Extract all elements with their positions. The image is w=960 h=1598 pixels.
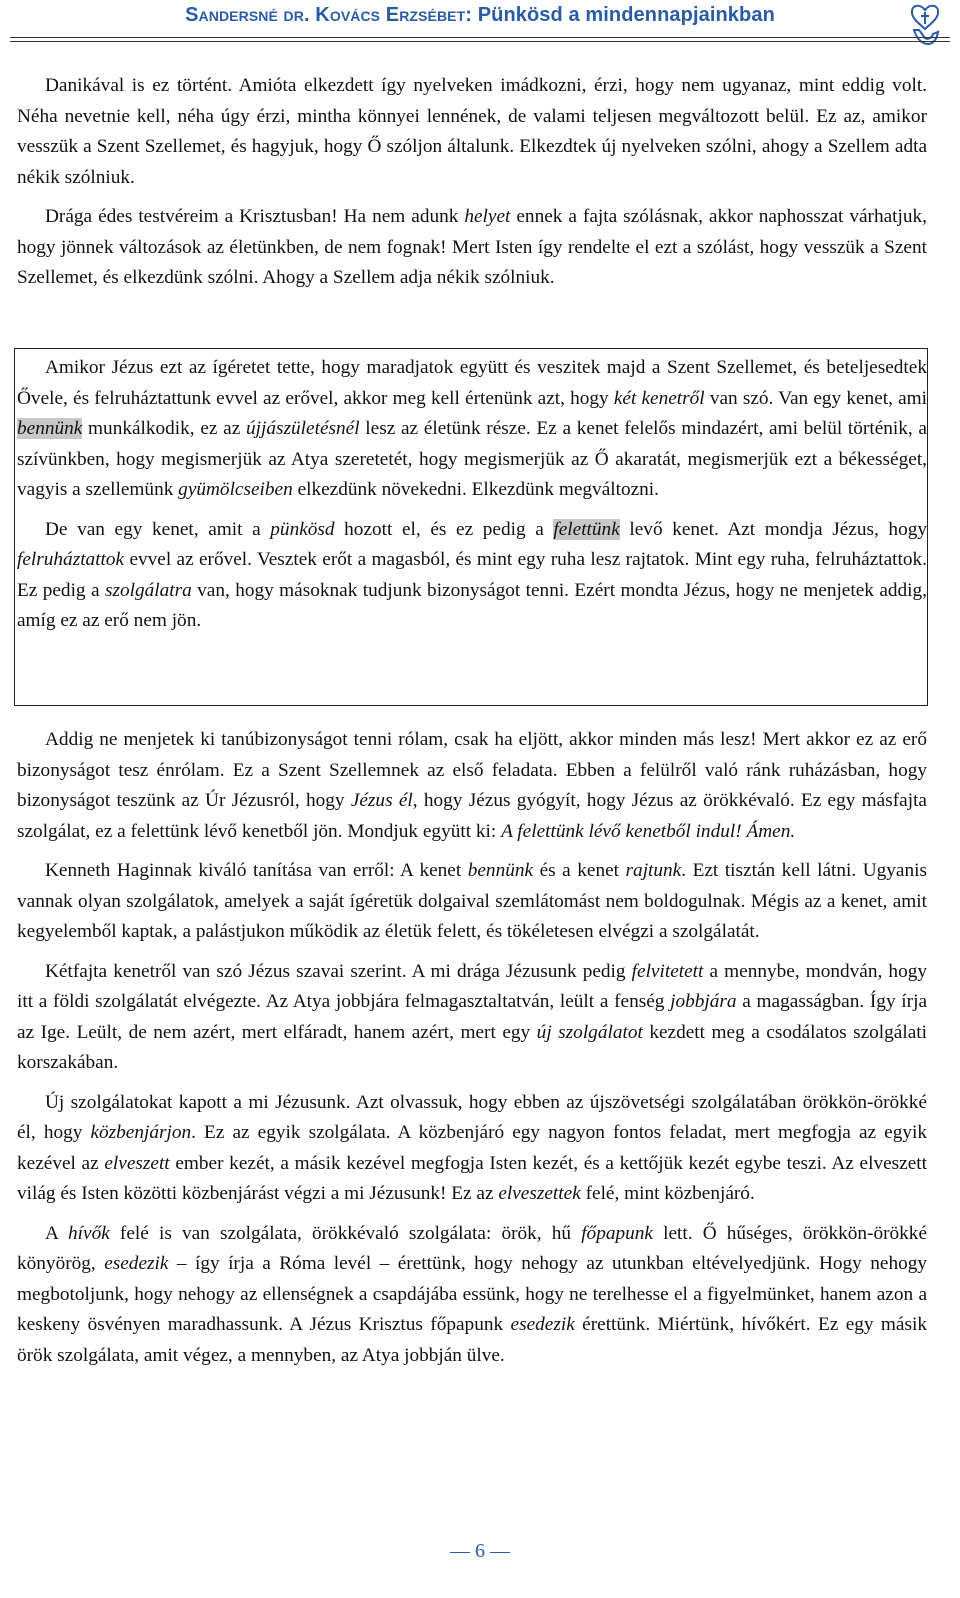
text-run: van szó. Van egy kenet, ami (704, 387, 928, 409)
text-run: van, hogy másoknak tudjunk bizonyságot tenni. Ezért mondta Jézus, hogy ne menjetek addig, amíg ez az erő nem jön. (17, 579, 927, 631)
emphasis-text: hívők (68, 1222, 110, 1244)
emphasis-text: rajtunk (625, 860, 682, 881)
emphasis-text: bennünk (467, 860, 534, 881)
text-run: kezdett meg a csodálatos szolgálati korszakában. (17, 1021, 927, 1073)
emphasis-text: elveszett (104, 1152, 170, 1174)
text-run: Danikával is ez történt. Amióta elkezdett így nyelveken imádkozni, érzi, hogy nem ugyanaz, mint eddig volt. Néha nevetnie kell, néha úgy érzi, mintha könnyei lennének, de valami teljesen megváltozott belül. Ez az, amikor vesszük a Szent Szellemet, és hagyjuk, hogy Ő szóljon általunk. Elkezdtek új nyelveken szólni, ahogy a Szellem adta nékik szólniuk. (17, 75, 927, 188)
text-run: levő kenet. Azt mondja Jézus, hogy (619, 518, 927, 540)
text-run: felé is van szolgálata, örökkévaló szolgálata: örök, hű (109, 1222, 582, 1244)
emphasis-text: újjászületésnél (246, 418, 360, 439)
text-run: munkálkodik, ez az (82, 418, 247, 439)
text-run: A (45, 1222, 69, 1244)
emphasis-text: pünkösd (270, 518, 335, 540)
text-run: hozott el, és ez pedig a (334, 518, 554, 540)
paragraph (17, 725, 927, 847)
paragraph (17, 353, 927, 506)
emphasis-text: jobbjára (670, 991, 737, 1012)
emphasis-text: elveszettek (498, 1183, 581, 1204)
text-run: . Ezt tisztán kell látni. Ugyanis vannak olyan szolgálatok, amelyek a saját ígéretük dolgaival szemlátomást nem boldogulnak. Mégis az a kenet, amit kegyelemből kaptak, a palástjukon működik az életük felett, és tökéletesen elvégzi a szolgálatát. (17, 860, 927, 942)
text-run: lesz az életünk része. Ez a kenet felelős mindazért, ami belül történik, a szívünkben, hogy megismerjük az Atya szeretetét, hogy megismerjük az Ő akaratát, megismerjük ezt a békességet, vagyis a szellemünk (17, 418, 927, 500)
paragraph (17, 202, 927, 294)
emphasis-text: gyümölcseiben (178, 479, 293, 500)
page-number: — 6 — (450, 1540, 510, 1562)
paragraph (17, 1219, 927, 1372)
running-title-author: Sandersné dr. Kovács Erzsébet: (185, 4, 473, 26)
boxed-section (14, 348, 928, 706)
emphasis-text: közbenjárjon (90, 1122, 192, 1143)
text-run: és a kenet (533, 860, 626, 881)
header-rule-thin (10, 41, 950, 42)
page-header (0, 0, 960, 56)
text-run: Új szolgálatokat kapott a mi Jézusunk. Azt olvassuk, hogy ebben az újszövetségi szolgálatában örökkön-örökké él, hogy (17, 1091, 927, 1143)
text-run: , hogy Jézus gyógyít, hogy Jézus az örökkévaló. Ez egy másfajta szolgálat, ez a felettünk lévő kenetből jön. Mondjuk együtt ki: (17, 790, 927, 842)
emphasis-text: helyet (464, 206, 511, 227)
text-run: lett. Ő hűséges, örökkön-örökké könyörög, (17, 1222, 928, 1274)
emphasis-text: új szolgálatot (536, 1021, 643, 1043)
paragraph (17, 515, 927, 637)
body-text-bottom (17, 725, 927, 1371)
header-rule-thick (10, 37, 950, 38)
body-text-top (17, 71, 927, 294)
text-run: Drága édes testvéreim a Krisztusban! Ha nem adunk (45, 206, 465, 227)
text-run: . Ez az egyik szolgálata. A közbenjáró egy nagyon fontos feladat, mert megfogja az egyik kezével az (17, 1122, 927, 1174)
paragraph (17, 856, 927, 948)
text-run: a mennybe, mondván, hogy itt a földi szolgálatát elvégezte. Az Atya jobbjára felmagasztaltatván, leült a fenség (17, 960, 927, 1012)
text-run: Kenneth Haginnak kiváló tanítása van erről: A kenet (45, 860, 468, 881)
emphasis-text: főpapunk (581, 1222, 653, 1244)
text-run: Kétfajta kenetről van szó Jézus szavai szerint. A mi drága Jézusunk pedig (45, 960, 632, 982)
text-run: a magasságban. Így írja az Ige. Leült, de nem azért, mert elfáradt, hanem azért, mert egy (17, 991, 927, 1043)
text-run: elkezdünk növekedni. Elkezdünk megváltozni. (292, 479, 659, 500)
text-run: felé, mint közbenjáró. (580, 1183, 755, 1204)
paragraph (17, 1088, 927, 1210)
emphasis-text: A felettünk lévő kenetből indul! Ámen. (501, 820, 796, 842)
emphasis-text: felvitetett (631, 960, 704, 982)
emphasis-text: esedezik (104, 1253, 169, 1274)
emphasis-text: bennünk (17, 418, 83, 439)
text-run: ennek a fajta szólásnak, akkor naphosszat várhatjuk, hogy jönnek változások az életünkben, de nem fognak! Mert Isten így rendelte el ezt a szólást, hogy vesszük a Szent Szellemet, és elkezdünk szólni. Ahogy a Szellem adja nékik szólniuk. (17, 206, 927, 288)
text-run: Amikor Jézus ezt az ígéretet tette, hogy maradjatok együtt és veszitek majd a Szent Szellemet, és beteljesedtek Ővele, és felruháztattunk evvel az erővel, akkor meg kell értenünk azt, hogy (17, 357, 927, 409)
boxed-text (17, 353, 927, 637)
emphasis-text: esedezik (510, 1314, 575, 1335)
text-run: – így írja a Róma levél – érettünk, hogy nehogy az utunkban eltévelyedjünk. Hogy nehogy megbotoljunk, hogy nehogy az ellenségnek a csapdájába essünk, hogy ne terelhesse el a figyelmünket, hanem azon a keskeny ösvényen maradhassunk. A Jézus Krisztus főpapunk (17, 1253, 928, 1335)
emphasis-text: két kenetről (613, 387, 705, 409)
running-title (0, 4, 960, 27)
paragraph (17, 71, 927, 193)
paragraph (17, 957, 927, 1079)
text-run: érettünk. Miértünk, hívőkért. Ez egy másik örök szolgálata, amit végez, a mennyben, az Atya jobbján ülve. (17, 1314, 927, 1366)
text-run: Addig ne menjetek ki tanúbizonyságot tenni rólam, csak ha eljött, akkor minden más lesz! Mert akkor ez az erő bizonyságot tesz énrólam. Ez a Szent Szellemnek az első feladata. Ebben a felülről való ránk ruházásban, hogy bizonyságot teszünk az Úr Jézusról, hogy (17, 729, 927, 811)
emphasis-text: Jézus él (350, 790, 413, 811)
running-title-book: Pünkösd a mindennapjainkban (477, 4, 775, 26)
text-run: De van egy kenet, amit a (45, 518, 271, 540)
emphasis-text: szolgálatra (104, 579, 192, 601)
emphasis-text: felettünk (553, 518, 620, 540)
text-run: evvel az erővel. Vesztek erőt a magasból, és mint egy ruha lesz rajtatok. Mint egy ruha, felruháztattok. Ez pedig a (17, 549, 927, 601)
emphasis-text: felruháztattok (17, 549, 125, 570)
text-run: ember kezét, a másik kezével megfogja Isten kezét, és a kettőjük kezét egybe teszi. Az elveszett világ és Isten közötti közbenjárást végzi a mi Jézusunk! Ez az (17, 1152, 927, 1204)
